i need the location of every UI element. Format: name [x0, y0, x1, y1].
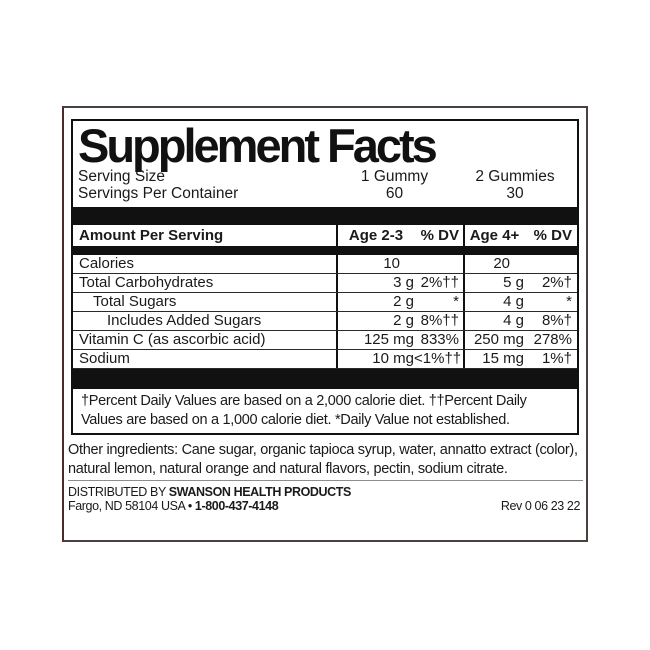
- amount-value: 2 g: [393, 293, 414, 310]
- age23-header-group: [336, 225, 463, 246]
- dv-value: <1%††: [414, 350, 462, 367]
- other-ingredients-text: Other ingredients: Cane sugar, organic tapioca syrup, water, annatto extract (color), natural lemon, natural orange and natural flavors, pectin, sodium citrate.: [68, 442, 578, 477]
- revision-code: Rev 0 06 23 22: [500, 499, 580, 513]
- nutrient-label: Total Sugars: [93, 293, 177, 310]
- serving-size-age4plus: 2 Gummies: [475, 168, 555, 185]
- age4plus-values: [463, 293, 577, 311]
- amount-value: 2 g: [393, 312, 414, 329]
- nutrient-row-calories: [73, 255, 577, 274]
- dv-value: 2%†: [541, 274, 572, 291]
- age23-values: [336, 350, 463, 368]
- divider-bar-bottom: [73, 369, 577, 389]
- label-outer-box: [62, 106, 588, 542]
- nutrient-label: Sodium: [79, 350, 130, 367]
- servings-count-age4plus: 30: [506, 185, 524, 202]
- dv-value: [414, 255, 463, 273]
- nutrient-row-sodium: [73, 350, 577, 369]
- divider-bar-header: [73, 246, 577, 255]
- amount-value: 5 g: [503, 274, 524, 291]
- age23-values: [336, 331, 463, 349]
- distributor-line1: [68, 485, 580, 499]
- amount-value: 10 mg: [372, 350, 414, 367]
- amount-value: 15 mg: [482, 350, 524, 367]
- nutrient-row-vitamin-c: [73, 331, 577, 350]
- amount-value: 3 g: [393, 274, 414, 291]
- address-phone: [68, 499, 278, 513]
- phone-number: 1-800-437-4148: [194, 499, 279, 513]
- servings-count-age23: 60: [385, 185, 404, 202]
- age23-header: Age 2-3: [348, 227, 404, 244]
- dv-value: 1%†: [541, 350, 572, 367]
- nutrient-label: Calories: [79, 255, 135, 272]
- nutrient-label: Includes Added Sugars: [107, 312, 262, 329]
- amount-value: 4 g: [503, 293, 524, 310]
- age23-values: [336, 293, 463, 311]
- divider-bar-top: [73, 207, 577, 225]
- servings-per-container-row: [73, 185, 577, 202]
- distributor-info: [68, 485, 580, 513]
- serving-size-row: [73, 168, 577, 185]
- age4plus-header-group: [463, 225, 577, 246]
- serving-size-label: Serving Size: [78, 168, 166, 185]
- dv-value: 833%: [420, 331, 459, 348]
- age4plus-values: [463, 274, 577, 292]
- amount-value: 125 mg: [363, 331, 414, 348]
- supplement-facts-panel: [71, 119, 579, 435]
- nutrient-label: Vitamin C (as ascorbic acid): [79, 331, 266, 348]
- age23-values: [336, 312, 463, 330]
- dv-value: 2%††: [420, 274, 459, 291]
- dv-value: *: [453, 293, 459, 310]
- age4plus-values: [463, 255, 577, 273]
- dv-value: 278%: [533, 331, 572, 348]
- address-text: Fargo, ND 58104 USA •: [68, 499, 195, 513]
- dv-value: 8%†: [541, 312, 572, 329]
- table-header-row: [73, 225, 577, 246]
- distributed-by-text: DISTRIBUTED BY: [68, 485, 169, 499]
- amount-per-serving-header: Amount Per Serving: [79, 227, 224, 244]
- amount-value: 250 mg: [473, 331, 524, 348]
- serving-size-age23: 1 Gummy: [360, 168, 429, 185]
- distributor-line2: [68, 499, 580, 513]
- dv-value: 8%††: [420, 312, 459, 329]
- servings-per-container-label: Servings Per Container: [78, 185, 239, 202]
- age4plus-values: [463, 350, 577, 368]
- amount-value: 20: [493, 255, 510, 272]
- company-name: SWANSON HEALTH PRODUCTS: [168, 485, 351, 499]
- daily-value-footnote: †Percent Daily Values are based on a 2,000 calorie diet. ††Percent Daily Values are based on a 1,000 calorie diet. *Daily Value not established.: [81, 393, 527, 428]
- dv-value: *: [566, 293, 572, 310]
- age23-values: [336, 274, 463, 292]
- age4plus-values: [463, 312, 577, 330]
- supplement-facts-title: Supplement Facts: [78, 119, 435, 172]
- amount-value: 10: [383, 255, 400, 272]
- age23-values: [336, 255, 463, 273]
- amount-value: 4 g: [503, 312, 524, 329]
- age4plus-dv-header: % DV: [533, 227, 572, 244]
- nutrient-row-total-carbohydrates: [73, 274, 577, 293]
- ingredients-distributor-divider: [68, 480, 583, 481]
- nutrient-label: Total Carbohydrates: [79, 274, 214, 291]
- serving-info: [73, 168, 577, 202]
- age23-dv-header: % DV: [420, 227, 459, 244]
- nutrient-row-added-sugars: [73, 312, 577, 331]
- nutrient-row-total-sugars: [73, 293, 577, 312]
- age4plus-header: Age 4+: [469, 227, 520, 244]
- dv-value: [524, 255, 577, 273]
- age4plus-values: [463, 331, 577, 349]
